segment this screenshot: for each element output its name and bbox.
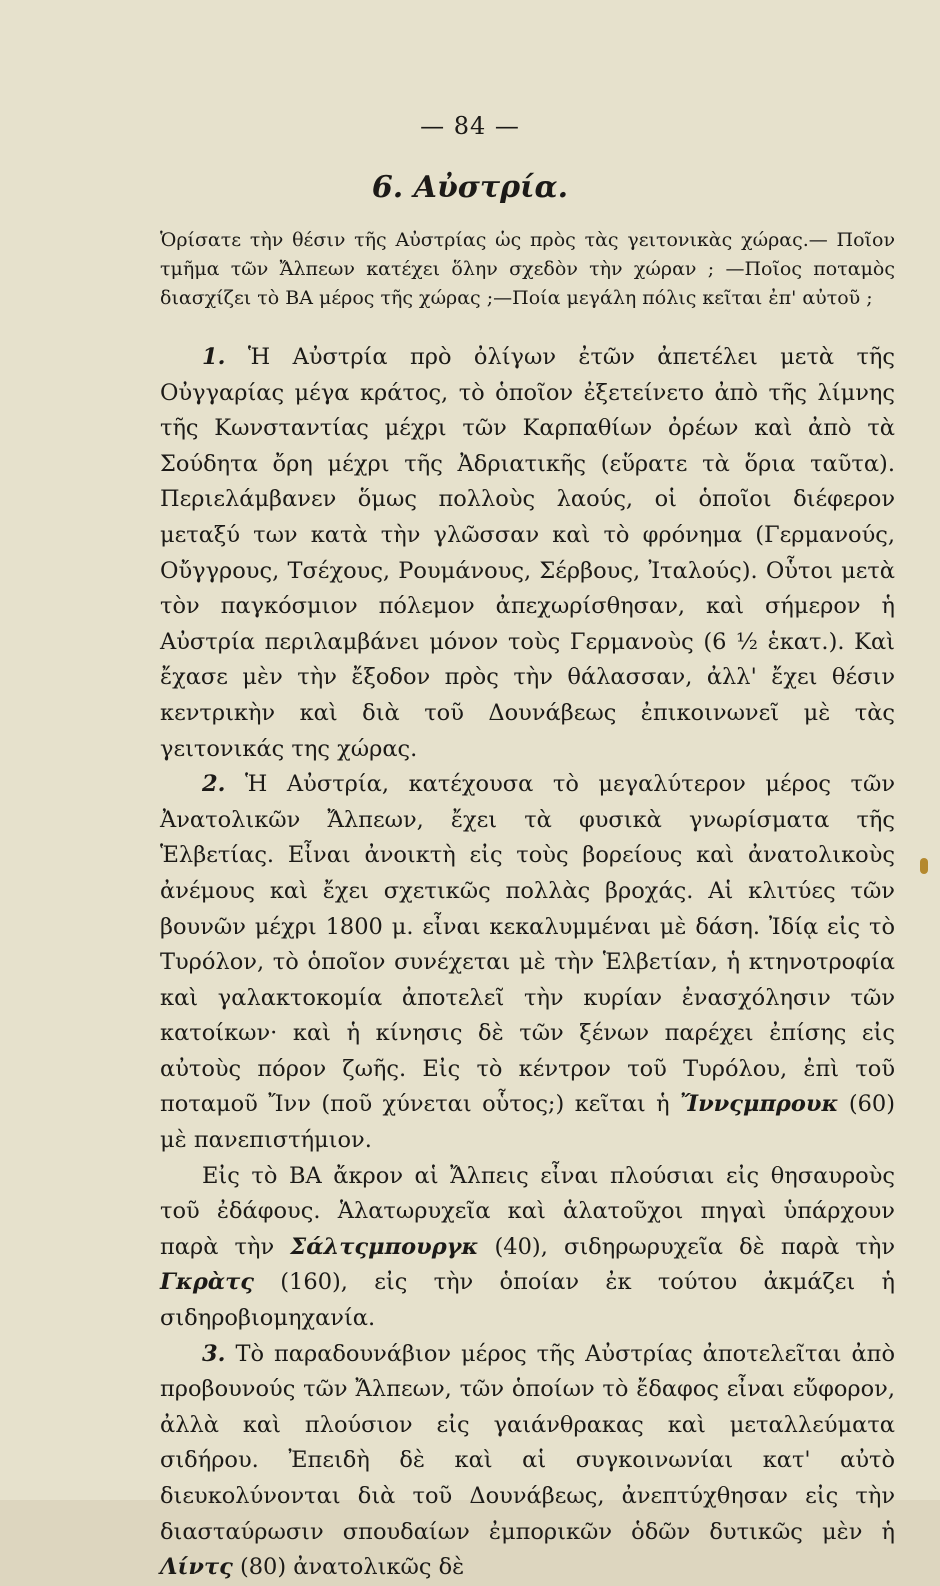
paper-stain [920, 858, 928, 874]
paragraph-number: 1. [202, 344, 226, 370]
review-questions: Ὁρίσατε τὴν θέσιν τῆς Αὐστρίας ὡς πρὸς τὰς γειτονικὰς χώρας.— Ποῖον τμῆμα τῶν Ἄλπεων κατέχει ὅλην σχεδὸν τὴν χώραν ; —Ποῖος ποταμὸς διασχίζει τὸ ΒΑ μέρος τῆς χώρας ;—Ποία μεγάλη πόλις κεῖται ἐπ' αὐτοῦ ; [160, 229, 895, 309]
paragraph-text: (80) ἀνατολικῶς δὲ [239, 1554, 465, 1581]
paragraph-text: (40), σιδηρωρυχεῖα δὲ παρὰ τὴν [494, 1233, 896, 1260]
city-name: Γκρὰτς [160, 1269, 254, 1296]
paragraph-text: Τὸ παραδουνάβιον μέρος τῆς Αὐστρίας ἀποτελεῖται ἀπὸ προβουνούς τῶν Ἄλπεων, τῶν ὁποίων τὸ ἔδαφος εἶναι εὔφορον, ἀλλὰ καὶ πλούσιον εἰς γαιάνθρακας καὶ μεταλλεύματα σιδήρου. Ἐπειδὴ δὲ καὶ αἱ συγκοινωνίαι κατ' αὐτὸ διευκολύνονται διὰ τοῦ Δουνάβεως, ἀνεπτύχθησαν εἰς τὴν διασταύρωσιν σπουδαίων ἐμπορικῶν ὁδῶν δυτικῶς μὲν ἡ [160, 1340, 895, 1545]
paragraph-text: (160), εἰς τὴν ὁποίαν ἐκ τούτου ἀκμάζει ἡ σιδηροβιομηχανία. [160, 1269, 896, 1332]
page-number: — 84 — [420, 112, 520, 140]
paragraph-text: Ἡ Αὐστρία πρὸ ὀλίγων ἐτῶν ἀπετέλει μετὰ τῆς Οὐγγαρίας μέγα κράτος, τὸ ὁποῖον ἐξετείνετο ἀπὸ τῆς λίμνης τῆς Κωνσταντίας μέχρι τῶν Καρπαθίων ὀρέων καὶ ἀπὸ τὰ Σούδητα ὄρη μέχρι τῆς Ἀδριατικῆς (εὕρατε τὰ ὅρια ταῦτα). Περιελάμβανεν ὅμως πολλοὺς λαούς, οἱ ὁποῖοι διέφερον μεταξύ των κατὰ τὴν γλῶσσαν καὶ τὸ φρόνημα (Γερμανούς, Οὔγγρους, Τσέχους, Ρουμάνους, Σέρβους, Ἰταλούς). Οὗτοι μετὰ τὸν παγκόσμιον πόλεμον ἀπεχωρίσθησαν, καὶ σήμερον ἡ Αὐστρία περιλαμβάνει μόνον τοὺς Γερμανοὺς (6 ½ ἑκατ.). Καὶ ἔχασε μὲν τὴν ἔξοδον πρὸς τὴν θάλασσαν, ἀλλ' ἔχει θέσιν κεντρικὴν καὶ διὰ τοῦ Δουνάβεως ἐπικοινωνεῖ μὲ τὰς γειτονικάς της χώρας. [160, 344, 895, 762]
paragraph-number: 3. [202, 1340, 226, 1367]
paragraph-2 [160, 767, 895, 1159]
paragraph-2-continued [160, 1159, 895, 1337]
city-name: Σάλτςμπουργκ [290, 1233, 479, 1260]
paragraph-number: 2. [202, 771, 226, 798]
paragraph-text: Ἡ Αὐστρία, κατέχουσα τὸ μεγαλύτερον μέρος τῶν Ἀνατολικῶν Ἄλπεων, ἔχει τὰ φυσικὰ γνωρίσματα τῆς Ἑλβετίας. Εἶναι ἀνοικτὴ εἰς τοὺς βορείους καὶ ἀνατολικοὺς ἀνέμους καὶ ἔχει σχετικῶς πολλὰς βροχάς. Αἱ κλιτύες τῶν βουνῶν μέχρι 1800 μ. εἶναι κεκαλυμμέναι μὲ δάση. Ἰδίᾳ εἰς τὸ Τυρόλον, τὸ ὁποῖον συνέχεται μὲ τὴν Ἑλβετίαν, ἡ κτηνοτροφία καὶ γαλακτοκομία ἀποτελεῖ τὴν κυρίαν ἐνασχόλησιν τῶν κατοίκων· καὶ ἡ κίνησις δὲ τῶν ξένων παρέχει ἐπίσης εἰς αὐτοὺς πόρον ζωῆς. Εἰς τὸ κέντρον τοῦ Τυρόλου, ἐπὶ τοῦ ποταμοῦ Ἴνν (ποῦ χύνεται οὗτος;) κεῖται ἡ [160, 771, 895, 1118]
main-text [160, 340, 895, 1586]
paragraph-text: (60) μὲ πανεπιστήμιον. [160, 1091, 895, 1154]
paragraph-1 [160, 340, 895, 767]
city-name: Λίντς [160, 1554, 233, 1581]
city-name: Ἴννςμπρουκ [680, 1091, 839, 1118]
section-title: 6. Αὐστρία. [371, 170, 569, 205]
paragraph-text: Εἰς τὸ ΒΑ ἄκρον αἱ Ἄλπεις εἶναι πλούσιαι εἰς θησαυροὺς τοῦ ἐδάφους. Ἁλατωρυχεῖα καὶ ἁλατοῦχοι πηγαὶ ὑπάρχουν παρὰ τὴν [160, 1162, 895, 1260]
paragraph-3 [160, 1337, 895, 1586]
